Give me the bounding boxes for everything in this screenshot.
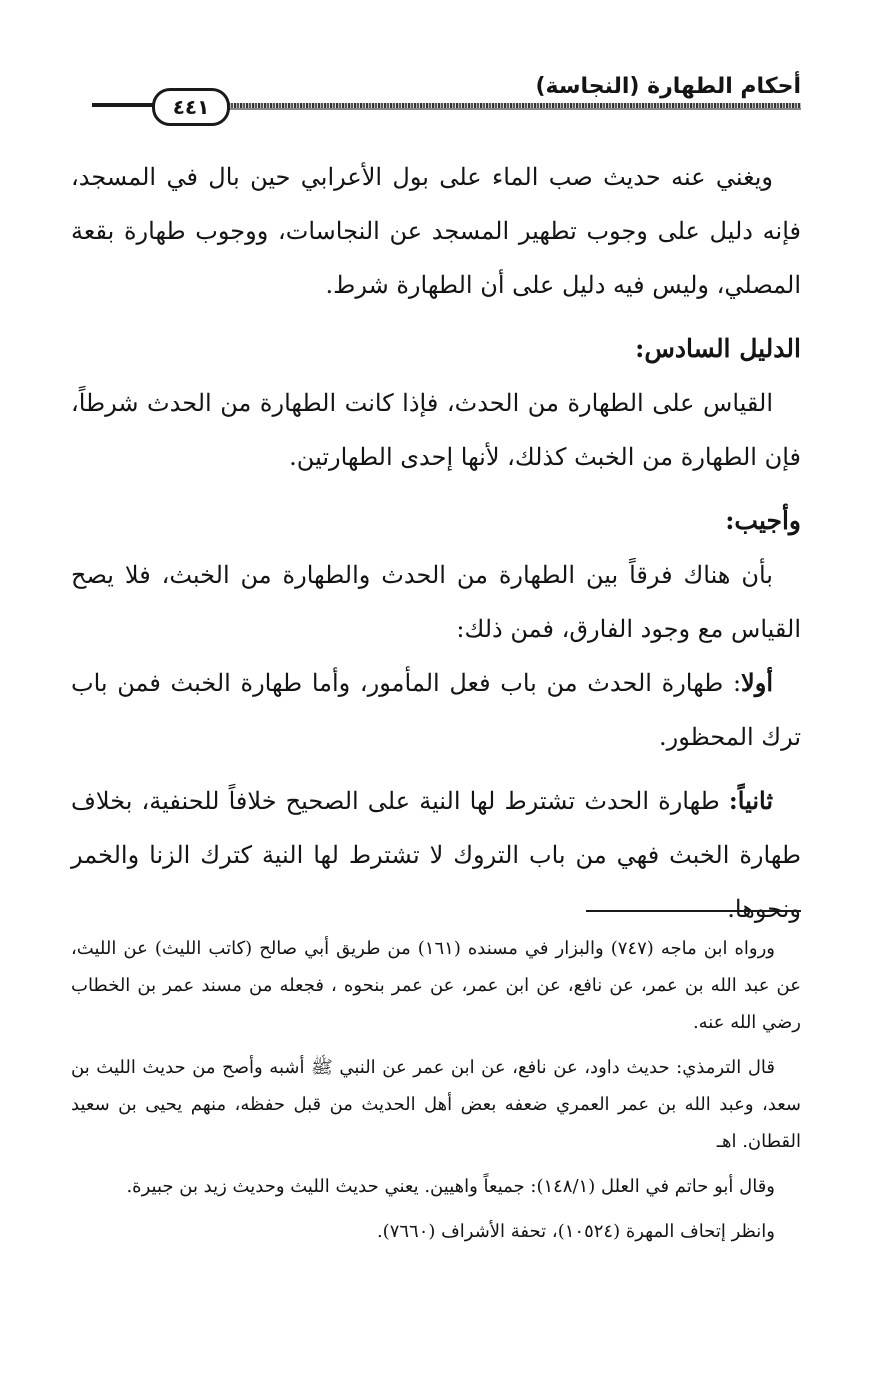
paragraph-1: ويغني عنه حديث صب الماء على بول الأعرابي حين بال في المسجد، فإنه دليل على وجوب تطهير المسجد عن النجاسات، ووجوب طهارة بقعة المصلي، وليس فيه دليل على أن الطهارة شرط. <box>71 163 801 299</box>
footnote-4: وانظر إتحاف المهرة (١٠٥٢٤)، تحفة الأشراف (٧٦٦٠). <box>376 1221 775 1242</box>
point-first <box>71 656 801 764</box>
running-title: أحكام الطهارة (النجاسة) <box>535 74 801 99</box>
paragraph-2: القياس على الطهارة من الحدث، فإذا كانت الطهارة من الحدث شرطاً، فإن الطهارة من الخبث كذلك، لأنها إحدى الطهارتين. <box>71 389 801 471</box>
footnotes <box>71 930 801 1258</box>
point-second-text: طهارة الحدث تشترط لها النية على الصحيح خلافاً للحنفية، بخلاف طهارة الخبث فهي من باب التروك لا تشترط لها النية كترك الزنا والخمر ونحوها. <box>71 787 801 923</box>
heading-sixth-evidence: الدليل السادس: <box>635 334 801 363</box>
point-first-text: : طهارة الحدث من باب فعل المأمور، وأما طهارة الخبث فمن باب ترك المحظور. <box>71 669 801 751</box>
main-text <box>71 150 801 936</box>
footnote-3: وقال أبو حاتم في العلل (١٤٨/١): جميعاً واهيين. يعني حديث الليث وحديث زيد بن جبيرة. <box>126 1176 775 1197</box>
paragraph-3: بأن هناك فرقاً بين الطهارة من الحدث والطهارة من الخبث، فلا يصح القياس مع وجود الفارق، فمن ذلك: <box>71 561 801 643</box>
heading-answer: وأجيب: <box>725 506 801 535</box>
footnote-2: قال الترمذي: حديث داود، عن نافع، عن ابن عمر عن النبي ﷺ أشبه وأصح من حديث الليث بن سعد، وعبد الله بن عمر العمري ضعفه بعض أهل الحديث من قبل حفظه، منهم يحيى بن سعيد القطان. اهـ <box>71 1057 801 1152</box>
page-number: ٤٤١ <box>152 88 230 126</box>
footnote-1: ورواه ابن ماجه (٧٤٧) والبزار في مسنده (١٦١) من طريق أبي صالح (كاتب الليث) عن الليث، عن عبد الله بن عمر، عن نافع، عن ابن عمر، عن عمر بنحوه ، فجعله من مسند عمر بن الخطاب رضي الله عنه. <box>71 938 801 1033</box>
header-rule-left <box>92 103 154 107</box>
point-second-label: ثانياً: <box>728 786 773 815</box>
footnote-separator <box>586 910 801 912</box>
point-first-label: أولا <box>741 668 773 697</box>
header-rule <box>222 103 801 110</box>
